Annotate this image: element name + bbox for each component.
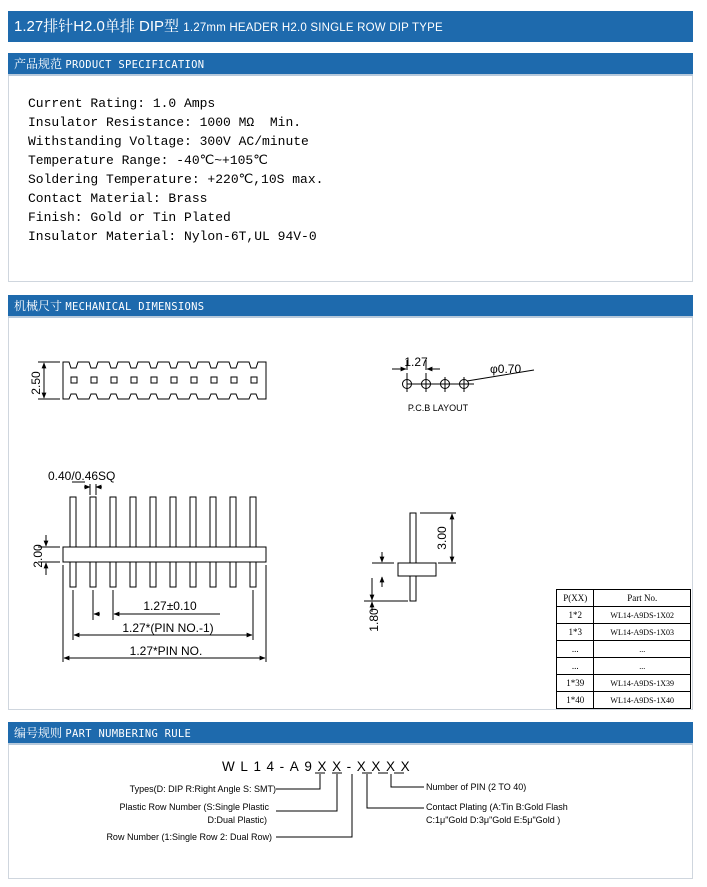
table-header: P(XX) [557, 590, 594, 607]
dim-250-label: 2.50 [29, 371, 43, 395]
plastic-label-2: D:Dual Plastic) [207, 815, 267, 825]
spec-line: Contact Material: Brass [28, 191, 208, 206]
spec-line: Soldering Temperature: +220℃,10S max. [28, 172, 324, 187]
dim-total-label: 1.27*PIN NO. [129, 644, 203, 658]
table-row: 1*39 WL14-A9DS-1X39 [557, 675, 691, 692]
pcb-pitch-label: 1.27 [404, 355, 428, 369]
page-subtitle: 1.27mm HEADER H2.0 SINGLE ROW DIP TYPE [183, 22, 443, 34]
dim-pitch-formula-label: 1.27*(PIN NO.-1) [122, 621, 214, 635]
rule-header-en: PART NUMBERING RULE [65, 728, 192, 740]
dim-pitch-tol-label: 1.27±0.10 [143, 599, 197, 613]
table-row: 1*40 WL14-A9DS-1X40 [557, 692, 691, 709]
spec-header-cn: 产品规范 [14, 57, 63, 71]
spec-header-en: PRODUCT SPECIFICATION [65, 59, 205, 71]
types-label: Types(D: DIP R:Right Angle S: SMT) [129, 784, 276, 794]
table-row: ... ... [557, 641, 691, 658]
part-code: WL14-A9XX-XXXX [222, 759, 416, 774]
spec-line: Insulator Resistance: 1000 MΩ Min. [28, 115, 302, 130]
spec-line: Withstanding Voltage: 300V AC/minute [28, 134, 309, 149]
table-row: ... ... [557, 658, 691, 675]
plating-label: Contact Plating (A:Tin B:Gold Flash [426, 802, 568, 812]
mech-header-cn: 机械尺寸 [14, 299, 63, 313]
pins-label: Number of PIN (2 TO 40) [426, 782, 527, 792]
spec-line: Insulator Material: Nylon-6T,UL 94V-0 [28, 229, 317, 244]
mech-header-en: MECHANICAL DIMENSIONS [65, 301, 205, 313]
pcb-hole-label: φ0.70 [490, 362, 522, 376]
table-row: 1*2 WL14-A9DS-1X02 [557, 607, 691, 624]
pcb-layout-label: P.C.B LAYOUT [407, 403, 469, 413]
rule-header-cn: 编号规则 [14, 726, 63, 740]
row-label: Row Number (1:Single Row 2: Dual Row) [106, 832, 272, 842]
spec-line: Temperature Range: -40℃~+105℃ [28, 153, 268, 168]
pin-size-label: 0.40/0.46SQ [48, 469, 116, 483]
dim-180-label: 1.80 [367, 608, 381, 632]
spec-line: Finish: Gold or Tin Plated [28, 210, 231, 225]
table-row: 1*3 WL14-A9DS-1X03 [557, 624, 691, 641]
dim-200-label: 2.00 [31, 544, 45, 568]
spec-line: Current Rating: 1.0 Amps [28, 96, 216, 111]
plastic-label: Plastic Row Number (S:Single Plastic [119, 802, 269, 812]
page-title: 1.27排针H2.0单排 DIP型 [14, 18, 180, 35]
plating-label-2: C:1μ"Gold D:3μ"Gold E:5μ"Gold ) [426, 815, 561, 825]
table-header: Part No. [594, 590, 691, 607]
dim-300-label: 3.00 [435, 526, 449, 550]
